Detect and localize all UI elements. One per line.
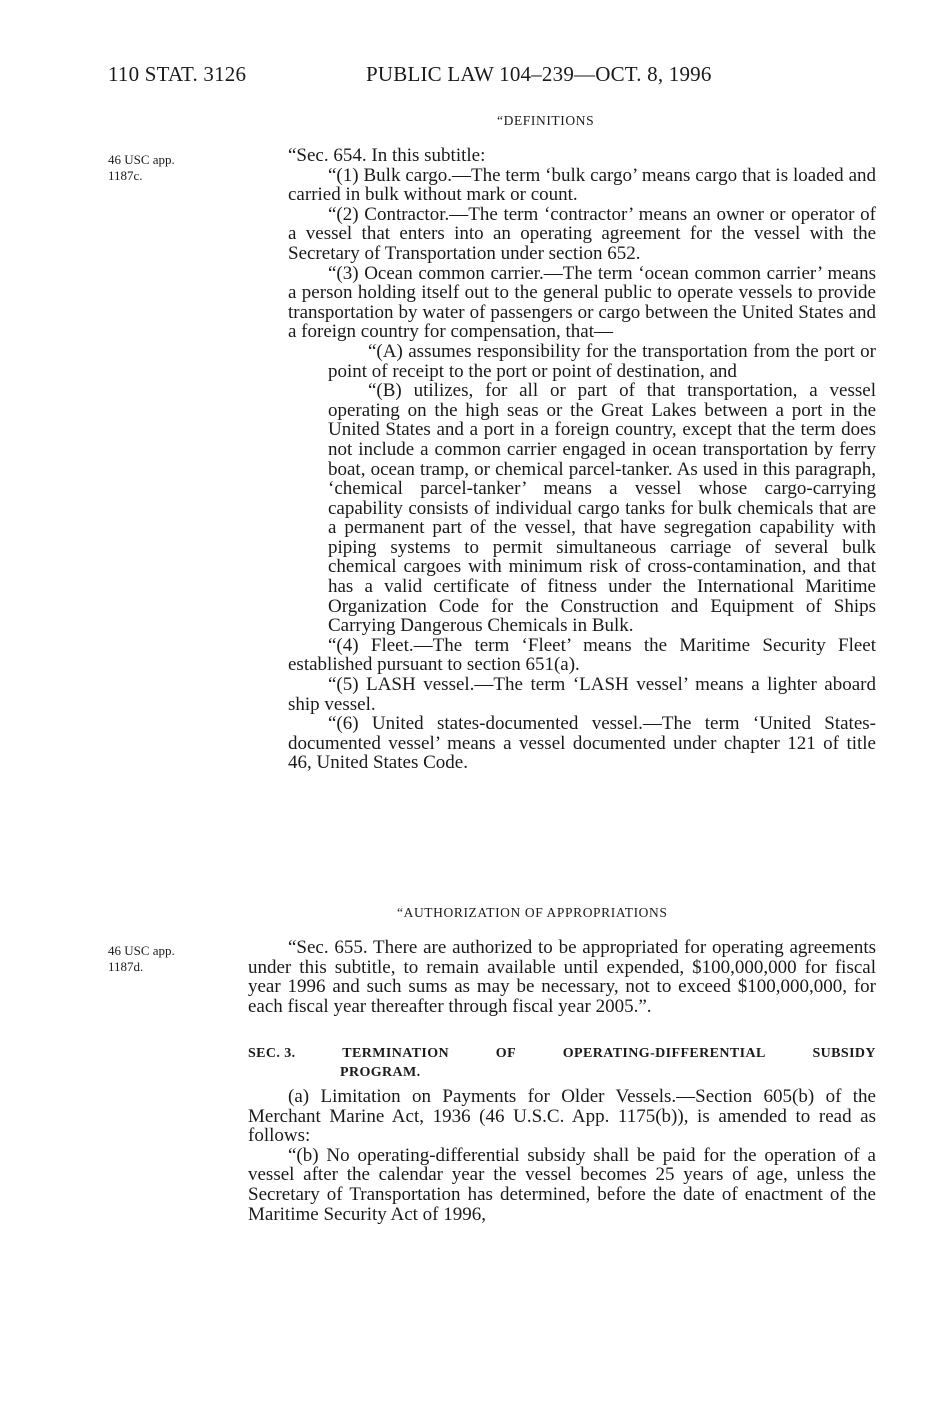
heading-word: OPERATING-DIFFERENTIAL xyxy=(562,1046,766,1061)
authorization-body xyxy=(248,938,876,1016)
definition-subparagraph-a: “(A) assumes responsibility for the transportation from the port or point of receipt to the port or point of destination, and xyxy=(328,340,876,382)
sec-655-text: “Sec. 655. There are authorized to be appropriated for operating agreements under this subtitle, to remain available until expended, $100,000,000 for fiscal year 1996 and such sums as may be necessary, not to exceed $100,000,000, for each fiscal year thereafter through fiscal year 2005.”. xyxy=(248,937,876,1017)
definition-lash-vessel: “(5) LASH vessel.—The term ‘LASH vessel’ means a lighter aboard ship vessel. xyxy=(288,674,876,715)
margin-note-line-1: 46 USC app. xyxy=(108,943,175,958)
margin-note-line-2: 1187c. xyxy=(108,168,143,183)
definition-ocean-common-carrier: “(3) Ocean common carrier.—The term ‘ocean common carrier’ means a person holding itself out to the general public to operate vessels to provide transportation by water of passengers or cargo between the United States and a foreign country for compensation, that— xyxy=(288,262,876,343)
definitions-body xyxy=(288,146,876,773)
margin-note-line-1: 46 USC app. xyxy=(108,152,175,167)
margin-note-line-2: 1187d. xyxy=(108,959,144,974)
section-3-body xyxy=(248,1087,876,1224)
heading-word: OF xyxy=(495,1046,517,1061)
heading-word: TERMINATION xyxy=(342,1046,450,1061)
definition-bulk-cargo: “(1) Bulk cargo.—The term ‘bulk cargo’ means cargo that is loaded and carried in bulk without mark or count. xyxy=(288,164,876,206)
subsection-a: (a) Limitation on Payments for Older Vessels.—Section 605(b) of the Merchant Marine Act, 1936 (46 U.S.C. App. 1175(b)), is amended to read as follows: xyxy=(248,1086,876,1147)
heading-word: PROGRAM. xyxy=(340,1065,421,1080)
page-header-title: PUBLIC LAW 104–239—OCT. 8, 1996 xyxy=(366,62,712,86)
definition-fleet: “(4) Fleet.—The term ‘Fleet’ means the Maritime Security Fleet established pursuant to section 651(a). xyxy=(288,634,876,676)
section-number: SEC. 3. xyxy=(248,1046,296,1061)
subsection-b-amendment: “(b) No operating-differential subsidy shall be paid for the operation of a vessel after the calendar year the vessel becomes 25 years of age, unless the Secretary of Transportation has determined, before the date of enactment of the Maritime Security Act of 1996, xyxy=(248,1144,876,1225)
definition-subparagraph-b: “(B) utilizes, for all or part of that transportation, a vessel operating on the high seas or the Great Lakes between a port in the United States and a port in a foreign country, except that the term does not include a common carrier engaged in ocean transportation by ferry boat, ocean tramp, or chemical parcel-tanker. As used in this paragraph, ‘chemical parcel-tanker’ means a vessel whose cargo-carrying capability consists of individual cargo tanks for bulk chemicals that are a permanent part of the vessel, that have segregation capability with piping systems to permit simultaneous carriage of several bulk chemical cargoes with minimum risk of cross-contamination, and that has a valid certificate of fitness under the International Maritime Organization Code for the Construction and Equipment of Ships Carrying Dangerous Chemicals in Bulk. xyxy=(328,380,876,637)
margin-note-1187c xyxy=(108,152,175,184)
authorization-heading: “AUTHORIZATION OF APPROPRIATIONS xyxy=(397,905,668,920)
sec-654-intro: “Sec. 654. In this subtitle: xyxy=(288,145,486,166)
page-reference: 110 STAT. 3126 xyxy=(108,62,247,86)
heading-word: SUBSIDY xyxy=(812,1046,876,1061)
definition-contractor: “(2) Contractor.—The term ‘contractor’ means an owner or operator of a vessel that enters into an operating agreement for the vessel with the Secretary of Transportation under section 652. xyxy=(288,203,876,264)
margin-note-1187d xyxy=(108,943,175,975)
definition-us-documented-vessel: “(6) United states-documented vessel.—The term ‘United States-documented vessel’ means a vessel documented under chapter 121 of title 46, United States Code. xyxy=(288,713,876,774)
definitions-heading: “DEFINITIONS xyxy=(497,113,595,128)
section-3-heading xyxy=(248,1044,876,1082)
